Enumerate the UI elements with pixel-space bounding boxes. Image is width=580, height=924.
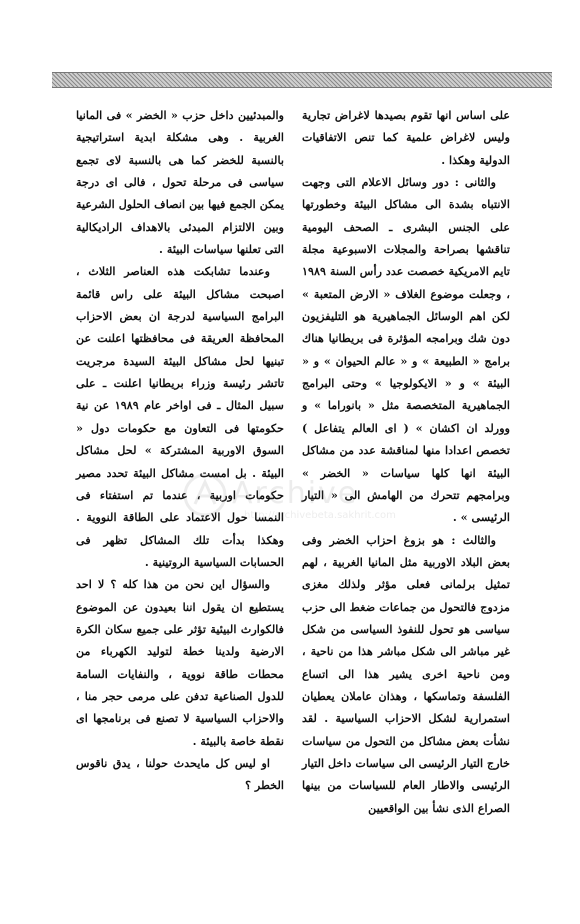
paragraph: او ليس كل مايحدث حولنا ، يدق ناقوس الخطر ؟ (76, 755, 284, 793)
header-pattern-band (52, 72, 552, 88)
paragraph: وعندما تشابكت هذه العناصر الثلاث ، اصبحت مشاكل البيئة على راس قائمة البرامج السياسية لدرجة ان بعض الاحزاب المحافظة العريقة فى محافظتها اعلنت عن تبنيها لحل مشاكل البيئة السيدة مرجريت تاتشر رئيسة وزراء بريطانيا اعلنت ـ على سبيل المثال ـ فى اواخر عام ١٩٨٩ عن نية حكومتها فى التعاون مع حكومات دول « السوق الاوربية المشتركة » لحل مشاكل البيئة . بل امست مشاكل البيئة تحدد مصير حكومات اوربية ، عندما تم استفتاء فى النمسا حول الاعتماد على الطاقة النووية . وهكذا بدأت تلك المشاكل تظهر فى الحسابات السياسية الروتينية . (76, 264, 284, 569)
paragraph: والثانى : دور وسائل الاعلام التى وجهت الانتباه بشدة الى مشاكل البيئة وخطورتها على الجنس البشرى ـ الصحف اليومية تناقشها بصراحة والمجلات الاسبوعية مجلة تايم الامريكية خصصت عدد رأس السنة ١٩٨٩ ، وجعلت موضوع الغلاف « الارض المتعبة » لكن اهم الوسائل الجماهيرية هو التليفزيون دون شك وبرامجه المؤثرة فى بريطانيا هناك برامج « الطبيعة » و « عالم الحيوان » و « البيئة » و « الايكولوجيا » وحتى البرامج الجماهيرية المتخصصة مثل « بانوراما » و وورلد ان اكشان » ( اى العالم يتفاعل ) تخصص اعدادا منها لمناقشة عدد من مشاكل البيئة انها كلها سياسات « الخضر » وبرامجهم تتحرك من الهامش الى « التيار الرئيسى » . (302, 175, 510, 525)
paragraph: على اساس انها تقوم بصيدها لاغراض تجارية وليس لاغراض علمية كما تنص الاتفاقيات الدولية وهكذا . (302, 108, 510, 167)
watermark-text: Archive (232, 476, 359, 511)
paragraph: والمبدئيين داخل حزب « الخضر » فى المانيا الغربية . وهى مشكلة ابدية استراتيجية بالنسبة للخضر كما هى بالنسبة لاى تجمع سياسى فى مرحلة تحول ، فالى اى درجة يمكن الجمع فيها بين انصاف الحلول الشرعية وبين الالتزام المبدئى بالاهداف الراديكالية التى تعلنها سياسات البيئة . (76, 108, 284, 257)
text-column-left (76, 104, 284, 797)
paragraph: والسؤال اين نحن من هذا كله ؟ لا احد يستطيع ان يقول اننا بعيدون عن الموضوع فالكوارث البيئية تؤثر على جميع سكان الكرة الارضية ولدينا خطة لتوليد الكهرباء من محطات طاقة نووية ، والنفايات السامة للدول الصناعية تدفن على مرمى حجر منا ، والاحزاب السياسية لا تصنع فى برنامجها اى نقطة خاصة بالبيئة . (76, 577, 284, 748)
watermark-url: http://archivebeta.sakhrit.com (244, 510, 396, 521)
paragraph: والثالث : هو بزوغ احزاب الخضر وفى بعض البلاد الاوربية مثل المانيا الغربية ، لهم تمثيل برلمانى فعلى مؤثر ولذلك مغزى مزدوج فالتحول من جماعات ضغط الى حزب سياسى هو تحول للنفوذ السياسى من شكل غير مباشر الى شكل مباشر هذا من ناحية ، ومن ناحية اخرى يشير هذا الى اتساع الفلسفة وتماسكها ، وهذان عاملان يعطيان استمرارية لشكل الاحزاب السياسية . لقد نشأت بعض مشاكل من التحول من سياسات خارج التيار الرئيسى الى سياسات داخل التيار الرئيسى والاطار العام للسياسات من بينها الصراع الذى نشأ بين الواقعيين (302, 532, 510, 815)
text-column-right (302, 104, 510, 819)
